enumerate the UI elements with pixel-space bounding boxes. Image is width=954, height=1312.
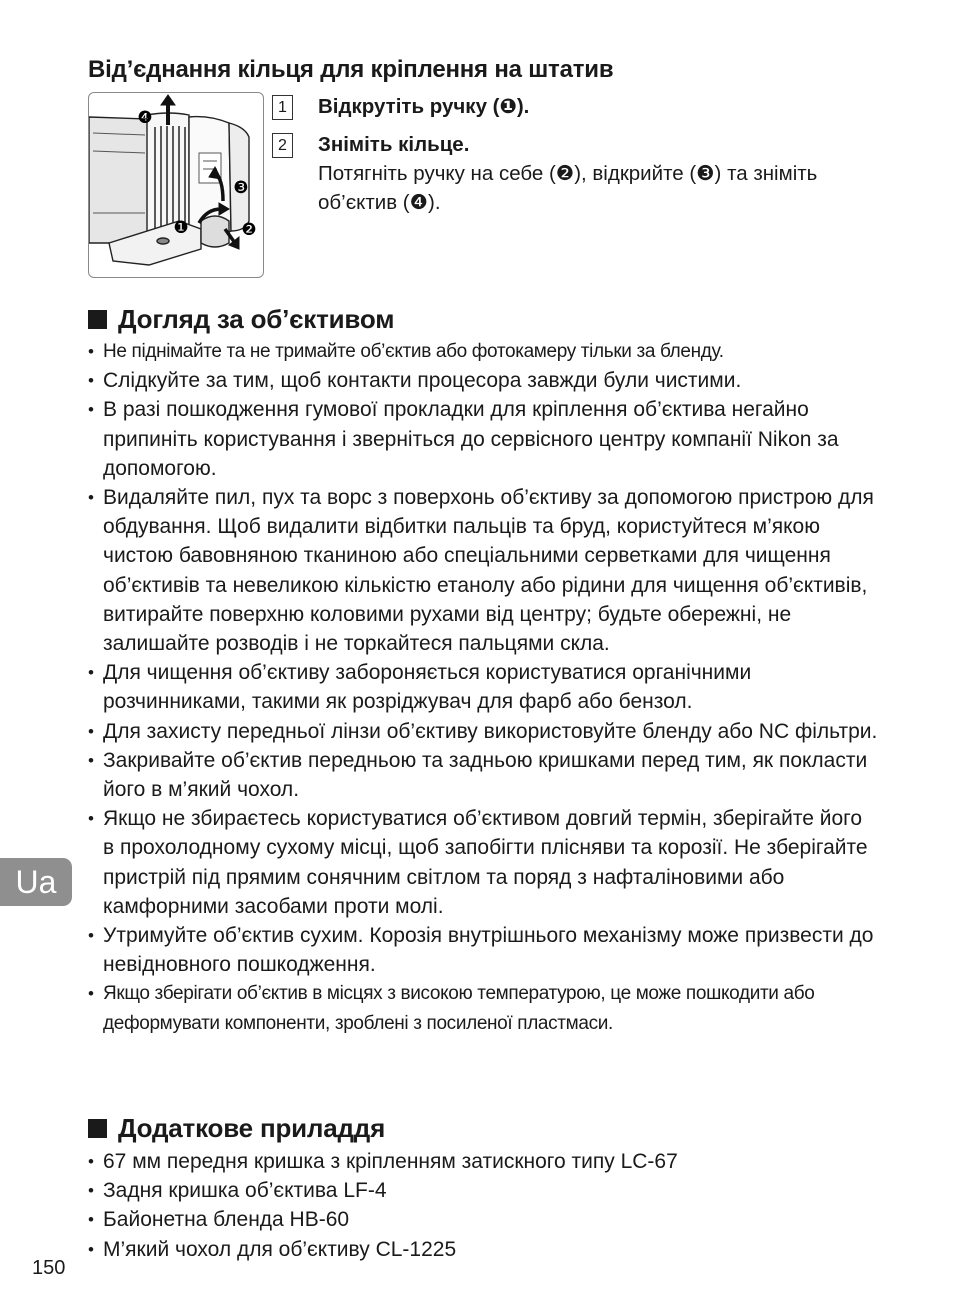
list-item: • Байонетна бленда HB-60 <box>88 1205 878 1234</box>
callout-3: ❸ <box>233 178 249 198</box>
list-item: • Видаляйте пил, пух та ворс з поверхонь об’єктиву за допомогою пристрою для обдування. Щоб видалити відбитки пальців та бруд, користуйтеся м’якою чистою бавовняною тканиною або спеціальними серветками для чищення об’єктивів та невеликою кількістю етанолу або рідини для чищення об’єктивів, витирайте поверхню коловими рухами від центру; будьте обережні, не залишайте розводів і не торкайтеся пальцями скла. <box>88 483 878 658</box>
step-number: 2 <box>272 133 293 158</box>
step-1 <box>272 92 872 121</box>
page-number: 150 <box>32 1257 66 1279</box>
callout-4: ❹ <box>137 108 153 128</box>
care-bullet-list <box>88 337 878 1038</box>
list-item: • Слідкуйте за тим, щоб контакти процесора завжди були чистими. <box>88 366 878 395</box>
subsection-title: Від’єднання кільця для кріплення на штатив <box>88 56 614 83</box>
language-tab: Ua <box>0 858 72 906</box>
step-title: Зніміть кільце. <box>318 133 470 156</box>
list-item: • 67 мм передня кришка з кріпленням затискного типу LC-67 <box>88 1147 878 1176</box>
step-title: Відкрутіть ручку (❶). <box>318 95 530 118</box>
list-item: • Для чищення об’єктиву забороняється користуватися органічними розчинниками, такими як розріджувач для фарб або бензол. <box>88 658 878 716</box>
list-item: • Для захисту передньої лінзи об’єктиву використовуйте бленду або NC фільтри. <box>88 717 878 746</box>
accessories-heading-text: Додаткове приладдя <box>118 1113 386 1143</box>
heading-square-icon <box>88 1119 107 1138</box>
step-number: 1 <box>272 95 293 120</box>
list-item: • Якщо зберігати об’єктив в місцях з високою температурою, це може пошкодити або деформувати компоненти, зроблені з посиленої пластмаси. <box>88 979 878 1037</box>
list-item: • Задня кришка об’єктива LF-4 <box>88 1176 878 1205</box>
lens-drawing <box>89 93 263 277</box>
accessories-bullet-list <box>88 1147 878 1264</box>
list-item: • Якщо не збираєтесь користуватися об’єктивом довгий термін, зберігайте його в прохолодному сухому місці, щоб запобігти плісняви та корозії. Не зберігайте пристрій під прямим сонячним світлом та поряд з нафталіновими або камфорними засобами проти молі. <box>88 804 878 921</box>
list-item: • М’який чохол для об’єктиву CL-1225 <box>88 1235 878 1264</box>
tripod-ring-illustration <box>88 92 264 278</box>
care-heading <box>88 304 394 335</box>
step-body: Потягніть ручку на себе (❷), відкрийте (❸) та зніміть об’єктив (❹). <box>318 162 818 214</box>
list-item: • Утримуйте об’єктив сухим. Корозія внутрішнього механізму може призвести до невідновного пошкодження. <box>88 921 878 979</box>
callout-1: ❶ <box>173 218 189 238</box>
list-item: • Не піднімайте та не тримайте об’єктив або фотокамеру тільки за бленду. <box>88 337 878 366</box>
callout-2: ❷ <box>241 220 257 240</box>
heading-square-icon <box>88 310 107 329</box>
accessories-heading <box>88 1113 385 1144</box>
care-heading-text: Догляд за об’єктивом <box>118 304 395 334</box>
list-item: • Закривайте об’єктив передньою та задньою кришками перед тим, як покласти його в м’який чохол. <box>88 746 878 804</box>
list-item: • В разі пошкодження гумової прокладки для кріплення об’єктива негайно припиніть користування і зверніться до сервісного центру компанії Nikon за допомогою. <box>88 395 878 483</box>
step-2 <box>272 130 872 217</box>
step-list <box>272 92 872 217</box>
